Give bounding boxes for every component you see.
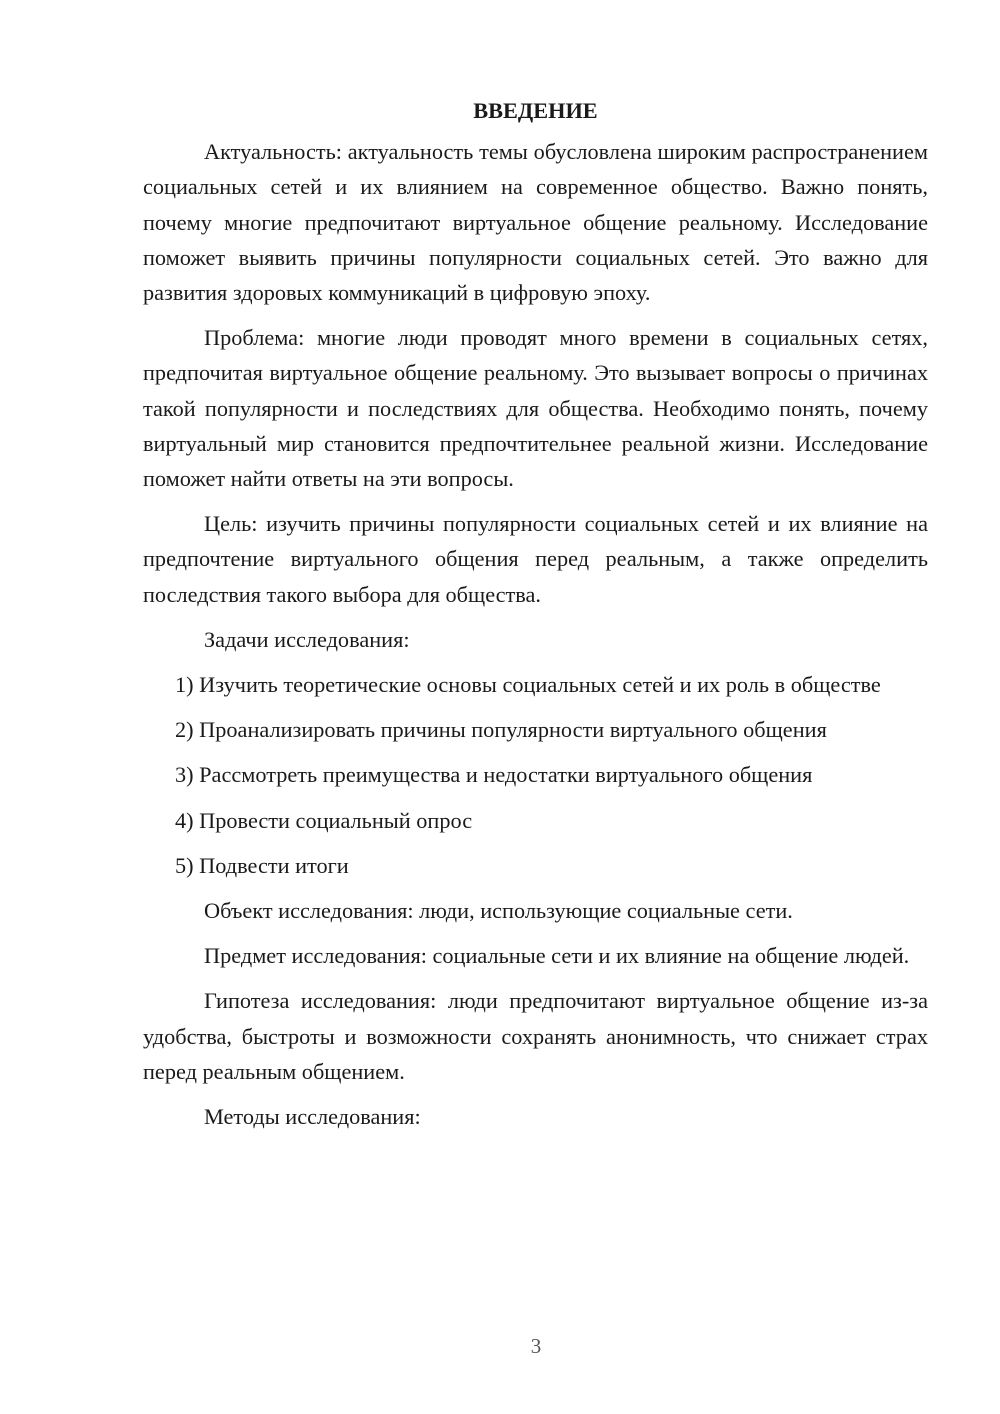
methods-heading: Методы исследования: [204, 1104, 421, 1130]
relevance-paragraph: Актуальность: актуальность темы обусловлена широким распространением социальных сетей и их влиянием на современное общество. Важно понять, почему многие предпочитают виртуальное общение реальному. Исследование поможет выявить причины популярности социальных сетей. Это важно для развития здоровых коммуникаций в цифровую эпоху. [143, 139, 928, 306]
hypothesis-paragraph: Гипотеза исследования: люди предпочитают виртуальное общение из-за удобства, быстроты и возможности сохранять анонимность, что снижает страх перед реальным общением. [143, 988, 928, 1084]
task-item: 5) Подвести итоги [175, 852, 349, 878]
subject-paragraph: Предмет исследования: социальные сети и их влияние на общение людей. [204, 943, 910, 969]
problem-paragraph: Проблема: многие люди проводят много времени в социальных сетях, предпочитая виртуальное общение реальному. Это вызывает вопросы о причинах такой популярности и последствиях для общества. Необходимо понять, почему виртуальный мир становится предпочтительнее реальной жизни. Исследование поможет найти ответы на эти вопросы. [143, 325, 928, 492]
task-item: 1) Изучить теоретические основы социальных сетей и их роль в обществе [175, 672, 881, 698]
tasks-heading: Задачи исследования: [204, 626, 410, 652]
page-content [143, 93, 928, 1144]
goal-paragraph: Цель: изучить причины популярности социальных сетей и их влияние на предпочтение виртуального общения перед реальным, а также определить последствия такого выбора для общества. [143, 511, 928, 607]
section-title: ВВЕДЕНИЕ [473, 98, 598, 123]
task-item: 2) Проанализировать причины популярности виртуального общения [175, 717, 827, 743]
task-item: 4) Провести социальный опрос [175, 807, 473, 833]
task-item: 3) Рассмотреть преимущества и недостатки виртуального общения [175, 762, 813, 788]
page-number: 3 [530, 1334, 542, 1358]
object-paragraph: Объект исследования: люди, использующие социальные сети. [204, 898, 793, 924]
